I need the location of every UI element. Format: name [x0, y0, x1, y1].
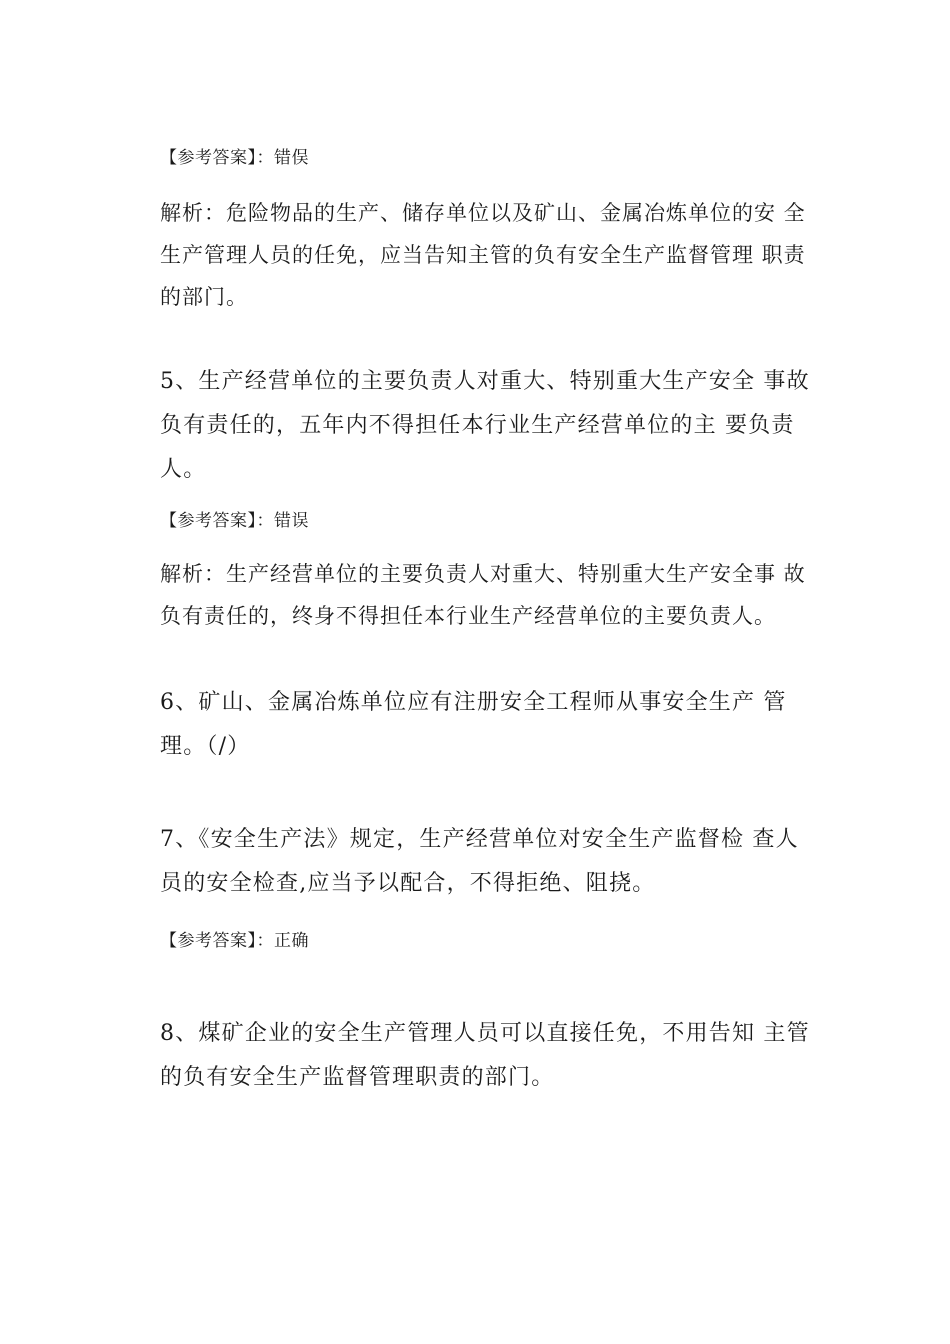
answer-7	[160, 929, 860, 953]
question-7-line: 员的安全检查,应当予以配合，不得拒绝、阻挠。	[160, 871, 656, 896]
answer-4-text: 【参考答案】：错俣	[160, 148, 309, 168]
question-5	[160, 360, 860, 492]
explanation-4-line: 的部门。	[160, 285, 248, 309]
explanation-5-line: 负有责任的，终身不得担任本行业生产经营单位的主要负责人。	[160, 604, 776, 628]
answer-7-text: 【参考答案】：正确	[160, 931, 309, 951]
answer-4	[160, 146, 860, 170]
question-8-line: 8、煤矿企业的安全生产管理人员可以直接任免，不用告知 主管	[160, 1021, 810, 1046]
question-5-line: 人。	[160, 457, 207, 482]
explanation-5	[160, 553, 860, 637]
question-7	[160, 818, 860, 906]
question-6-line: 理。（/）	[160, 734, 251, 759]
answer-5	[160, 509, 860, 533]
explanation-5-line: 解析：生产经营单位的主要负责人对重大、特别重大生产安全事 故	[160, 562, 806, 586]
question-5-line: 5、生产经营单位的主要负责人对重大、特别重大生产安全 事故	[160, 369, 810, 394]
explanation-4-line: 生产管理人员的任免，应当告知主管的负有安全生产监督管理 职责	[160, 243, 806, 267]
question-7-line: 7、《安全生产法》规定，生产经营单位对安全生产监督检 查人	[160, 827, 799, 852]
question-6	[160, 681, 860, 769]
answer-5-text: 【参考答案】：错误	[160, 511, 309, 531]
question-8-line: 的负有安全生产监督管理职责的部门。	[160, 1065, 555, 1090]
explanation-4	[160, 192, 860, 318]
explanation-4-line: 解析：危险物品的生产、储存单位以及矿山、金属冶炼单位的安 全	[160, 201, 806, 225]
question-8	[160, 1012, 860, 1100]
question-6-line: 6、矿山、金属冶炼单位应有注册安全工程师从事安全生产 管	[160, 690, 787, 715]
question-5-line: 负有责任的，五年内不得担任本行业生产经营单位的主 要负责	[160, 413, 795, 438]
